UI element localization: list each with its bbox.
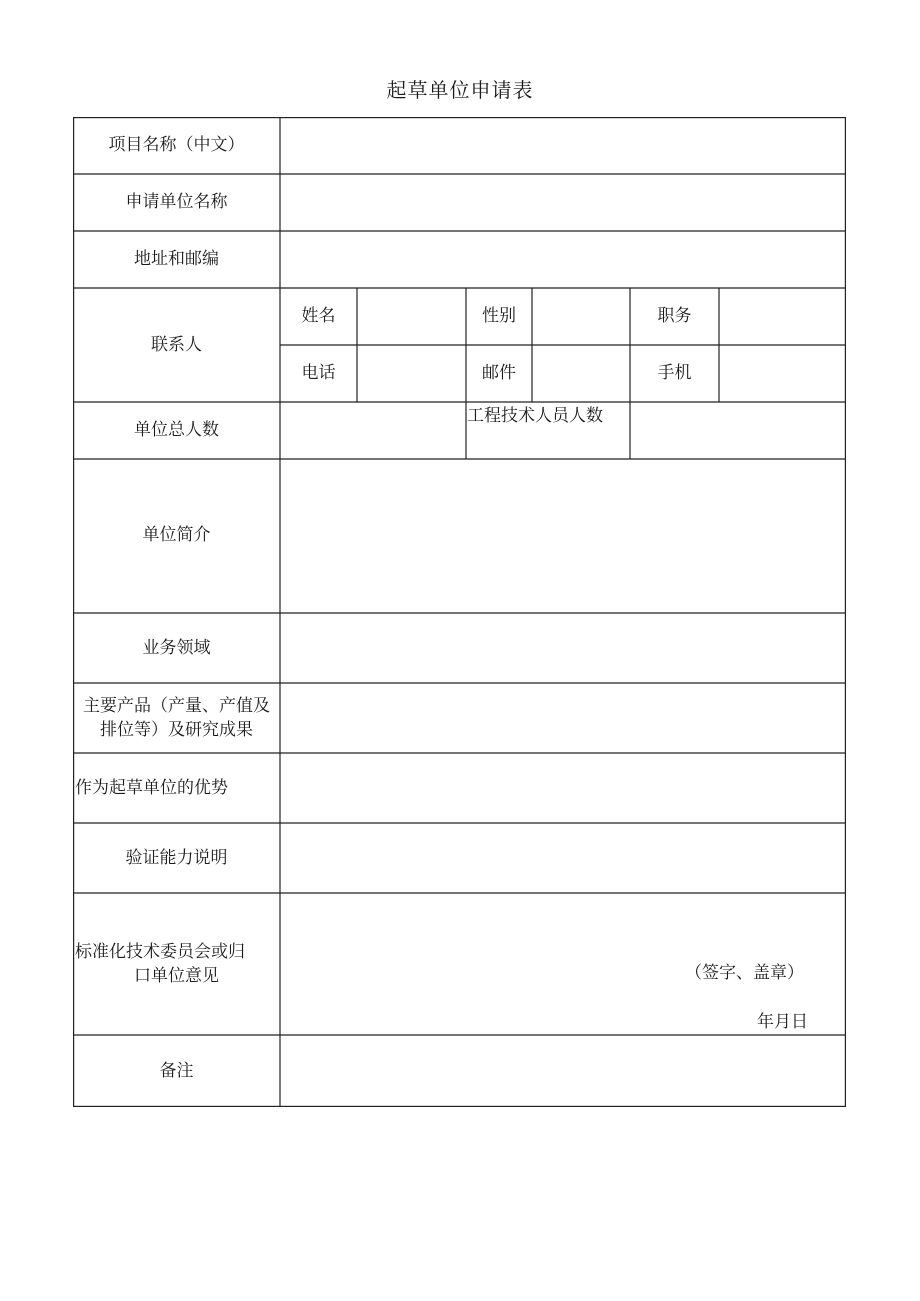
committee-label-line2: 口单位意见 [134,966,219,986]
verification-label: 验证能力说明 [125,848,228,868]
contact-gender-field[interactable] [533,289,630,345]
tech-staff-field[interactable] [631,403,845,459]
profile-label: 单位简介 [142,525,211,545]
address-label: 地址和邮编 [134,249,219,269]
project-name-field[interactable] [281,118,845,174]
advantages-label: 作为起草单位的优势 [75,778,228,798]
contact-label: 联系人 [151,335,202,355]
contact-name-label: 姓名 [301,306,336,326]
tech-staff-label: 工程技术人员人数 [467,406,603,426]
contact-phone-field[interactable] [358,346,466,402]
total-staff-label: 单位总人数 [134,420,219,440]
contact-phone-label: 电话 [301,363,336,383]
products-label-line1: 主要产品（产量、产值及 [83,696,270,716]
committee-label-line1: 标准化技术委员会或归 [75,942,245,962]
date-note: 年月日 [757,1012,808,1032]
applicant-name-label: 申请单位名称 [125,192,228,212]
products-label-line2: 排位等）及研究成果 [100,720,253,740]
products-field[interactable] [281,684,845,753]
business-field[interactable] [281,614,845,683]
contact-email-field[interactable] [533,346,630,402]
business-label: 业务领域 [142,638,211,658]
page-title: 起草单位申请表 [386,78,534,102]
contact-position-field[interactable] [720,289,845,345]
contact-position-label: 职务 [657,306,692,326]
profile-field[interactable] [281,460,845,613]
contact-mobile-label: 手机 [657,363,692,383]
application-form [73,117,846,1107]
remarks-label: 备注 [159,1061,194,1081]
contact-mobile-field[interactable] [720,346,845,402]
contact-gender-label: 性别 [482,306,516,326]
remarks-field[interactable] [281,1036,845,1106]
address-field[interactable] [281,232,845,288]
applicant-name-field[interactable] [281,175,845,231]
contact-email-label: 邮件 [482,363,516,383]
project-name-label: 项目名称（中文） [108,135,245,155]
verification-field[interactable] [281,824,845,893]
contact-name-field[interactable] [358,289,466,345]
signature-note: （签字、盖章） [685,963,804,983]
total-staff-field[interactable] [281,403,466,459]
advantages-field[interactable] [281,754,845,823]
